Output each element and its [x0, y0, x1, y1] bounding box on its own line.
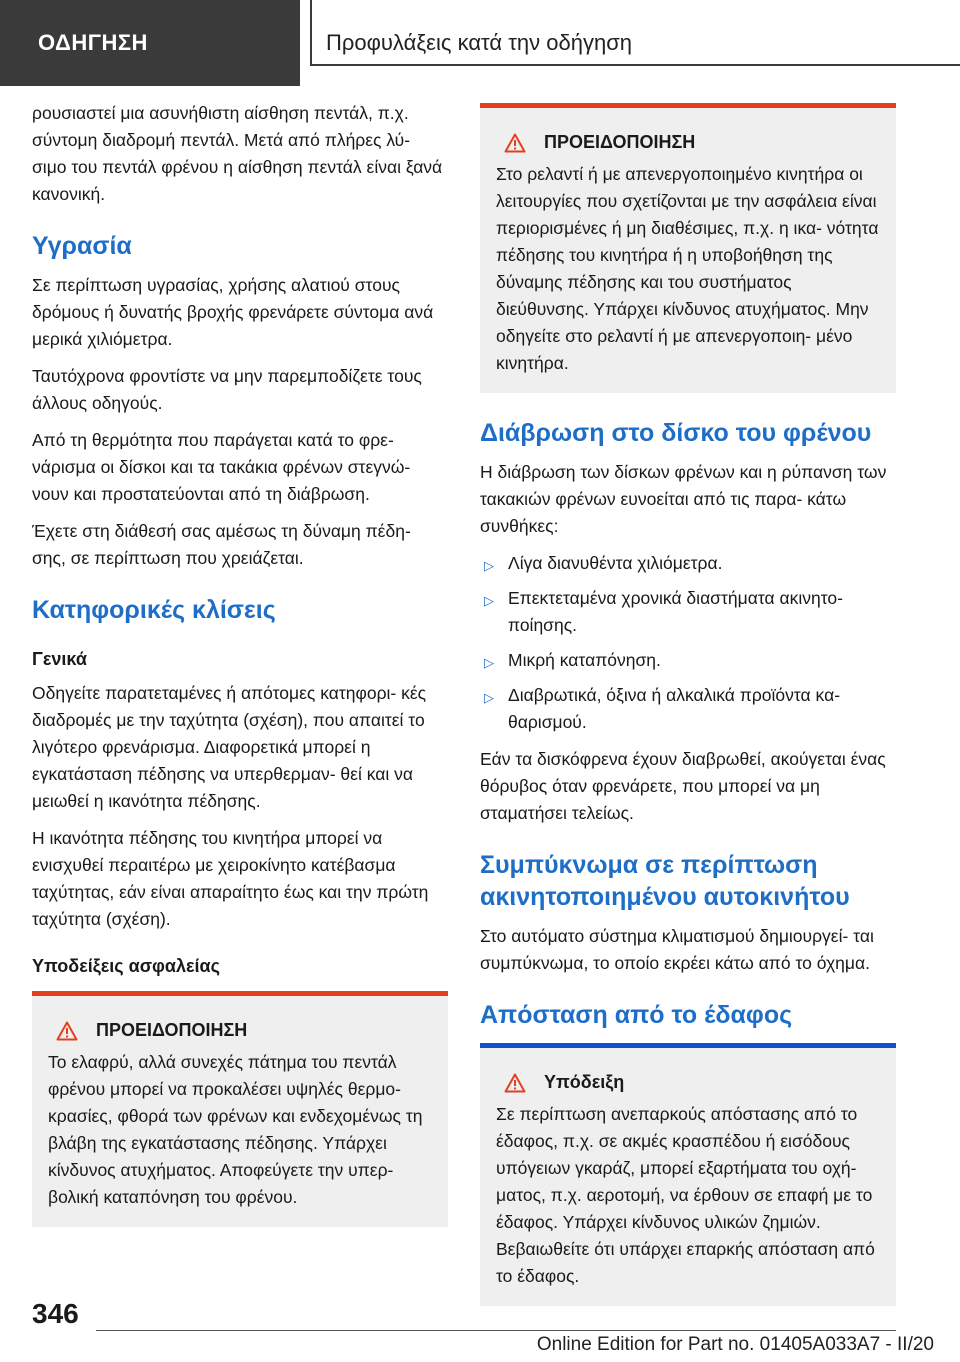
warning-triangle-icon	[56, 1021, 78, 1041]
warning-title: ΠΡΟΕΙΔΟΠΟΙΗΣΗ	[544, 132, 696, 152]
note-text: Σε περίπτωση ανεπαρκούς απόστασης από το έδαφος, π.χ. σε ακμές κρασπέδου ή εισόδους υπόγειων γκαράζ, μπορεί εξαρτήματα του οχή- ματος, π.χ. αεροτομή, να έρθουν σε επαφή με το έδαφος. Υπάρχει κίνδυνος υλικών ζημιών. Βεβαιωθείτε ότι υπάρχει επαρκής απόσταση από το έδαφος.	[496, 1104, 875, 1286]
corrosion-paragraph-2: Εάν τα δισκόφρενα έχουν διαβρωθεί, ακούγεται ένας θόρυβος όταν φρενάρετε, που μπορεί να μη σταματήσει τελείως.	[480, 749, 886, 823]
warning-text: Το ελαφρύ, αλλά συνεχές πάτημα του πεντάλ φρένου μπορεί να προκαλέσει υψηλές θερμο- κρασίες, φθορά των φρένων και ενδεχομένως τη βλάβη της εγκατάστασης πέδησης. Υπάρχει κίνδυνος ατυχήματος. Αποφεύγετε την υπερ- βολική καταπόνηση του φρένου.	[48, 1052, 423, 1207]
page-header	[0, 0, 960, 86]
section-title: ΟΔΗΓΗΣΗ	[0, 0, 300, 86]
chapter-title: Προφυλάξεις κατά την οδήγηση	[326, 30, 633, 55]
intro-paragraph: ρουσιαστεί μια ασυνήθιστη αίσθηση πεντάλ, π.χ. σύντομη διαδρομή πεντάλ. Μετά από πλήρες λύ- σιμο του πεντάλ φρένου η αίσθηση πεντάλ είναι ξανά κανονική.	[32, 103, 443, 204]
header-divider	[310, 0, 312, 66]
triangle-right-icon: ▷	[484, 558, 494, 573]
subheading-general: Γενικά	[32, 649, 87, 669]
general-paragraph-2: Η ικανότητα πέδησης του κινητήρα μπορεί να ενισχυθεί περαιτέρω με χειροκίνητο κατέβασμα ταχύτητας, εάν είναι απαραίτητο έως και την πρώτη ταχύτητα (σχέση).	[32, 828, 429, 929]
right-column	[480, 100, 896, 1320]
general-paragraph-1: Οδηγείτε παρατεταμένες ή απότομες κατηφορι- κές διαδρομές με την ταχύτητα (σχέση), που απαιτεί το λιγότερο φρενάρισμα. Διαφορετικά μπορεί η εγκατάσταση πέδησης να υπερθερμαν- θεί και να μειωθεί η ικανότητα πέδησης.	[32, 683, 427, 811]
list-item: ▷ Επεκτεταμένα χρονικά διαστήματα ακινητο- ποίησης.	[484, 588, 843, 635]
humidity-paragraph-1: Σε περίπτωση υγρασίας, χρήσης αλατιού στους δρόμους ή δυνατής βροχής φρενάρετε σύντομα ανά μερικά χιλιόμετρα.	[32, 275, 434, 349]
warning-text: Στο ρελαντί ή με απενεργοποιημένο κινητήρα οι λειτουργίες που σχετίζονται με την ασφάλεια είναι περιορισμένες ή μη διαθέσιμες, π.χ. η ικα- νότητα πέδησης του κινητήρα ή η υποβοήθηση της δύναμης πέδησης και του συστήματος διεύθυνσης. Υπάρχει κίνδυνος ατυχήματος. Μην οδηγείτε στο ρελαντί ή με απενεργοποιη- μένο κινητήρα.	[496, 164, 879, 373]
list-item: ▷ Μικρή καταπόνηση.	[480, 647, 896, 674]
page-number: 346	[32, 1298, 79, 1329]
warning-triangle-icon	[504, 133, 526, 153]
corrosion-conditions-list	[480, 550, 896, 736]
note-title: Υπόδειξη	[544, 1072, 625, 1092]
heading-slopes: Κατηφορικές κλίσεις	[32, 596, 276, 624]
warning-title: ΠΡΟΕΙΔΟΠΟΙΗΣΗ	[96, 1020, 248, 1040]
warning-header	[48, 1020, 432, 1041]
footer-rule	[96, 1330, 896, 1331]
left-column	[32, 100, 448, 1241]
heading-corrosion: Διάβρωση στο δίσκο του φρένου	[480, 419, 872, 447]
triangle-right-icon: ▷	[484, 690, 494, 705]
list-item: ▷ Διαβρωτικά, όξινα ή αλκαλικά προϊόντα κα- θαρισμού.	[484, 685, 841, 732]
humidity-paragraph-3: Από τη θερμότητα που παράγεται κατά το φρε- νάρισμα οι δίσκοι και τα τακάκια φρένων στεγνώ- νουν και προστατεύονται από τη διάβρωση.	[32, 430, 411, 504]
triangle-right-icon: ▷	[484, 593, 494, 608]
warning-header	[496, 132, 880, 153]
humidity-paragraph-2: Ταυτόχρονα φροντίστε να μην παρεμποδίζετε τους άλλους οδηγούς.	[32, 366, 422, 413]
note-header	[496, 1072, 880, 1093]
triangle-right-icon: ▷	[484, 655, 494, 670]
condensation-paragraph: Στο αυτόματο σύστημα κλιματισμού δημιουργεί- ται συμπύκνωμα, το οποίο εκρέει κάτω από το όχημα.	[480, 926, 874, 973]
heading-condensation: Συμπύκνωμα σε περίπτωση ακινητοποιημένου αυτοκινήτου	[480, 851, 850, 911]
heading-ground-clearance: Απόσταση από το έδαφος	[480, 1001, 793, 1029]
subheading-safety: Υποδείξεις ασφαλείας	[32, 956, 220, 976]
list-item: ▷ Λίγα διανυθέντα χιλιόμετρα.	[480, 550, 896, 577]
corrosion-paragraph-1: Η διάβρωση των δίσκων φρένων και η ρύπανση των τακακιών φρένων ευνοείται από τις παρα- κάτω συνθήκες:	[480, 462, 887, 536]
header-rule	[310, 64, 960, 66]
humidity-paragraph-4: Έχετε στη διάθεσή σας αμέσως τη δύναμη πέδη- σης, σε περίπτωση που χρειάζεται.	[32, 521, 411, 568]
warning-triangle-icon	[504, 1073, 526, 1093]
note-box-clearance	[480, 1043, 896, 1306]
heading-humidity: Υγρασία	[32, 232, 132, 260]
warning-box-brakes	[32, 991, 448, 1227]
warning-box-idle	[480, 103, 896, 393]
edition-footer: Online Edition for Part no. 01405A033A7 - II/20	[536, 1334, 934, 1355]
